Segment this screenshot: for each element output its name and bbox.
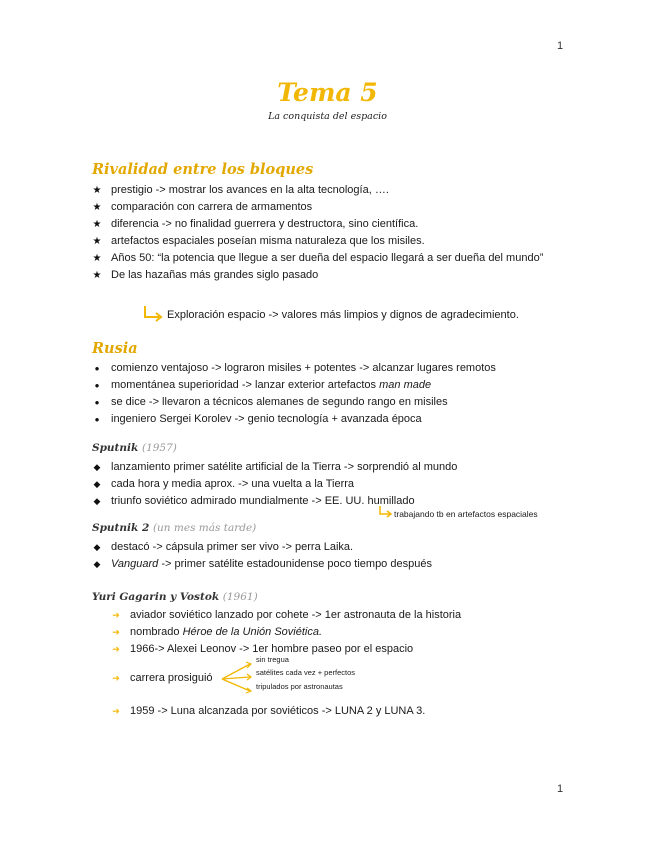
list-item: ◆ cada hora y media aprox. -> una vuelta a la Tierra xyxy=(111,476,564,493)
star-bullet-icon: ★ xyxy=(92,185,102,196)
star-bullet-icon: ★ xyxy=(92,219,102,230)
list-item: ★ De las hazañas más grandes siglo pasado xyxy=(111,267,564,284)
sputnik-list xyxy=(93,459,564,510)
section-heading-rivalidad xyxy=(92,161,313,178)
list-item: ★ artefactos espaciales poseían misma naturaleza que los misiles. xyxy=(111,233,564,250)
subheading-gagarin: Yuri Gagarin y Vostok (1961) xyxy=(92,591,258,603)
list-item: ★ prestigio -> mostrar los avances en la alta tecnología, …. xyxy=(111,182,564,199)
star-bullet-icon: ★ xyxy=(92,253,102,264)
diamond-bullet-icon: ◆ xyxy=(93,462,101,472)
list-item: • ingeniero Sergei Korolev -> genio tecnología + avanzada época xyxy=(111,411,564,428)
section-heading-text: Rusia xyxy=(92,340,138,357)
list-item: • comienzo ventajoso -> lograron misiles + potentes -> alcanzar lugares remotos xyxy=(111,360,564,377)
arrow-bullet-icon: ➔ xyxy=(112,610,120,620)
star-bullet-icon: ★ xyxy=(92,236,102,247)
branch-tripulados: tripulados por astronautas xyxy=(256,682,343,691)
list-item: • momentánea superioridad -> lanzar exterior artefactos man made xyxy=(111,377,564,394)
dot-bullet-icon: • xyxy=(94,395,100,410)
list-item: ➔ carrera prosiguió xyxy=(130,670,213,687)
subheading-sputnik: Sputnik (1957) xyxy=(92,442,177,454)
arrow-bullet-icon: ➔ xyxy=(112,673,120,683)
list-item: • se dice -> llevaron a técnicos alemanes de segundo rango en misiles xyxy=(111,394,564,411)
dot-bullet-icon: • xyxy=(94,361,100,376)
diamond-bullet-icon: ◆ xyxy=(93,542,101,552)
star-bullet-icon: ★ xyxy=(92,202,102,213)
arrow-bullet-icon: ➔ xyxy=(112,627,120,637)
diamond-bullet-icon: ◆ xyxy=(93,496,101,506)
dot-bullet-icon: • xyxy=(94,412,100,427)
page-number-top: 1 xyxy=(557,40,564,52)
page-title: Tema 5 xyxy=(277,78,378,107)
list-item: ◆ triunfo soviético admirado mundialmente -> EE. UU. humillado xyxy=(111,493,564,510)
sputnik2-list xyxy=(93,539,564,573)
branch-sin-tregua: sin tregua xyxy=(256,655,289,664)
section-heading-text: Rivalidad entre los bloques xyxy=(92,161,314,178)
exploracion-note: Exploración espacio -> valores más limpios y dignos de agradecimiento. xyxy=(167,309,519,321)
star-bullet-icon: ★ xyxy=(92,270,102,281)
page-number-bottom: 1 xyxy=(557,783,564,795)
list-item: ◆ destacó -> cápsula primer ser vivo -> perra Laika. xyxy=(111,539,564,556)
list-item: ➔ 1959 -> Luna alcanzada por soviéticos -> LUNA 2 y LUNA 3. xyxy=(130,703,425,720)
elbow-arrow-icon xyxy=(143,305,163,323)
list-item: ◆ Vanguard -> primer satélite estadounidense poco tiempo después xyxy=(111,556,564,573)
page-subtitle: La conquista del espacio xyxy=(268,111,387,122)
branch-satelites: satélites cada vez + perfectos xyxy=(256,668,356,677)
list-item: ➔ 1966-> Alexei Leonov -> 1er hombre paseo por el espacio xyxy=(130,641,564,658)
list-item: ★ Años 50: “la potencia que llegue a ser dueña del espacio llegará a ser dueña del mundo” xyxy=(111,250,564,267)
dot-bullet-icon: • xyxy=(94,378,100,393)
diamond-bullet-icon: ◆ xyxy=(93,479,101,489)
arrow-bullet-icon: ➔ xyxy=(112,644,120,654)
gagarin-list xyxy=(112,607,564,658)
list-item: ➔ aviador soviético lanzado por cohete -> 1er astronauta de la historia xyxy=(130,607,564,624)
list-item: ★ diferencia -> no finalidad guerrera y destructora, sino científica. xyxy=(111,216,564,233)
rivalidad-list xyxy=(92,182,564,284)
arrow-bullet-icon: ➔ xyxy=(112,706,120,716)
diamond-bullet-icon: ◆ xyxy=(93,559,101,569)
elbow-arrow-icon xyxy=(378,506,394,520)
sputnik-note: trabajando tb en artefactos espaciales xyxy=(394,509,538,519)
section-heading-rusia xyxy=(92,340,138,357)
branch-arrows-icon xyxy=(220,660,255,696)
list-item: ➔ nombrado Héroe de la Unión Soviética. xyxy=(130,624,564,641)
subheading-sputnik-2: Sputnik 2 (un mes más tarde) xyxy=(92,522,257,534)
list-item: ★ comparación con carrera de armamentos xyxy=(111,199,564,216)
rusia-list xyxy=(94,360,564,428)
list-item: ◆ lanzamiento primer satélite artificial de la Tierra -> sorprendió al mundo xyxy=(111,459,564,476)
